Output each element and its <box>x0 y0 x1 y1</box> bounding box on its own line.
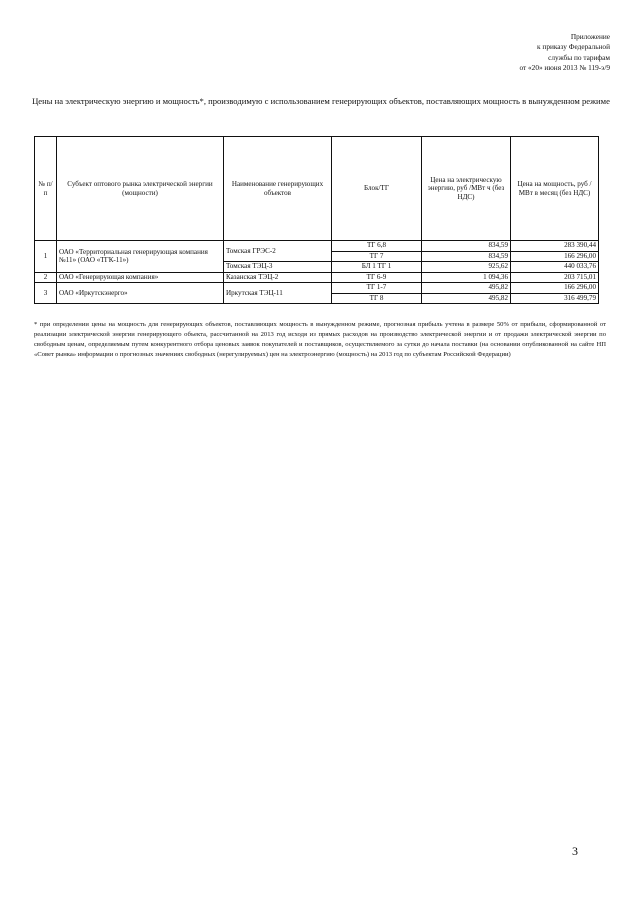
cell-block: ТГ 1-7 <box>332 283 422 294</box>
cell-subject: ОАО «Иркутскэнерго» <box>57 283 224 304</box>
header-power-price: Цена на мощность, руб /МВт в месяц (без НДС) <box>511 137 599 241</box>
cell-power-price: 316 499,79 <box>511 293 599 304</box>
cell-energy-price: 495,82 <box>422 283 511 294</box>
cell-energy-price: 834,59 <box>422 241 511 252</box>
cell-energy-price: 1 094,36 <box>422 272 511 283</box>
cell-num: 1 <box>35 241 57 273</box>
cell-block: ТГ 7 <box>332 251 422 262</box>
document-title: Цены на электрическую энергию и мощность*, производимую с использованием генерирующих объектов, поставляющих мощность в вынужденном режиме <box>32 96 610 106</box>
header-num: № п/п <box>35 137 57 241</box>
cell-energy-price: 925,62 <box>422 262 511 273</box>
table-row <box>35 272 599 283</box>
cell-energy-price: 834,59 <box>422 251 511 262</box>
cell-num: 3 <box>35 283 57 304</box>
cell-power-price: 440 033,76 <box>511 262 599 273</box>
cell-power-price: 283 390,44 <box>511 241 599 252</box>
cell-num: 2 <box>35 272 57 283</box>
header-energy-price: Цена на электрическую энергию, руб /МВт ч (без НДС) <box>422 137 511 241</box>
cell-power-price: 166 296,00 <box>511 283 599 294</box>
cell-object: Иркутская ТЭЦ-11 <box>224 283 332 304</box>
table-header-row <box>35 137 599 241</box>
table-row <box>35 283 599 294</box>
header-subject: Субъект оптового рынка электрической энергии (мощности) <box>57 137 224 241</box>
cell-power-price: 203 715,01 <box>511 272 599 283</box>
appendix-reference <box>410 32 610 74</box>
appendix-line: от «20» июня 2013 № 119-э/9 <box>519 63 610 73</box>
cell-energy-price: 495,82 <box>422 293 511 304</box>
cell-object: Казанская ТЭЦ-2 <box>224 272 332 283</box>
cell-block: БЛ 1 ТГ 1 <box>332 262 422 273</box>
cell-block: ТГ 6-9 <box>332 272 422 283</box>
cell-object: Томская ГРЭС-2 <box>224 241 332 262</box>
table-row <box>35 241 599 252</box>
page-number: 3 <box>572 844 578 858</box>
cell-block: ТГ 8 <box>332 293 422 304</box>
footnote: * при определении цены на мощность для генерирующих объектов, поставляющих мощность в вынужденном режиме, прогнозная прибыль учтена в размере 50% от прибыли, сформированной от реализации электрической энергии генерирующего объекта, рассчитанной на 2013 год исходя из прямых расходов на производство электрической энергии и от продажи электрической энергии по свободным ценам, определяемым путем конкурентного отбора ценовых заявок покупателей и поставщиков, осуществляемого за сутки до начала поставки (на основании опубликованной на сайте НП «Совет рынка» информации о прогнозных значениях свободных (нерегулируемых) цен на электроэнергию (мощность) на 2013 год по субъектам Российской Федерации) <box>34 321 606 358</box>
cell-subject: ОАО «Территориальная генерирующая компания №11» (ОАО «ТГК-11») <box>57 241 224 273</box>
cell-object: Томская ТЭЦ-3 <box>224 262 332 273</box>
appendix-line: службы по тарифам <box>548 52 610 62</box>
header-object: Наименование генерирующих объектов <box>224 137 332 241</box>
header-block: Блок/ТГ <box>332 137 422 241</box>
appendix-line: к приказу Федеральной <box>537 42 610 52</box>
appendix-line: Приложение <box>570 32 610 41</box>
cell-subject: ОАО «Генерирующая компания» <box>57 272 224 283</box>
cell-block: ТГ 6,8 <box>332 241 422 252</box>
prices-table <box>34 136 599 304</box>
cell-power-price: 166 296,00 <box>511 251 599 262</box>
